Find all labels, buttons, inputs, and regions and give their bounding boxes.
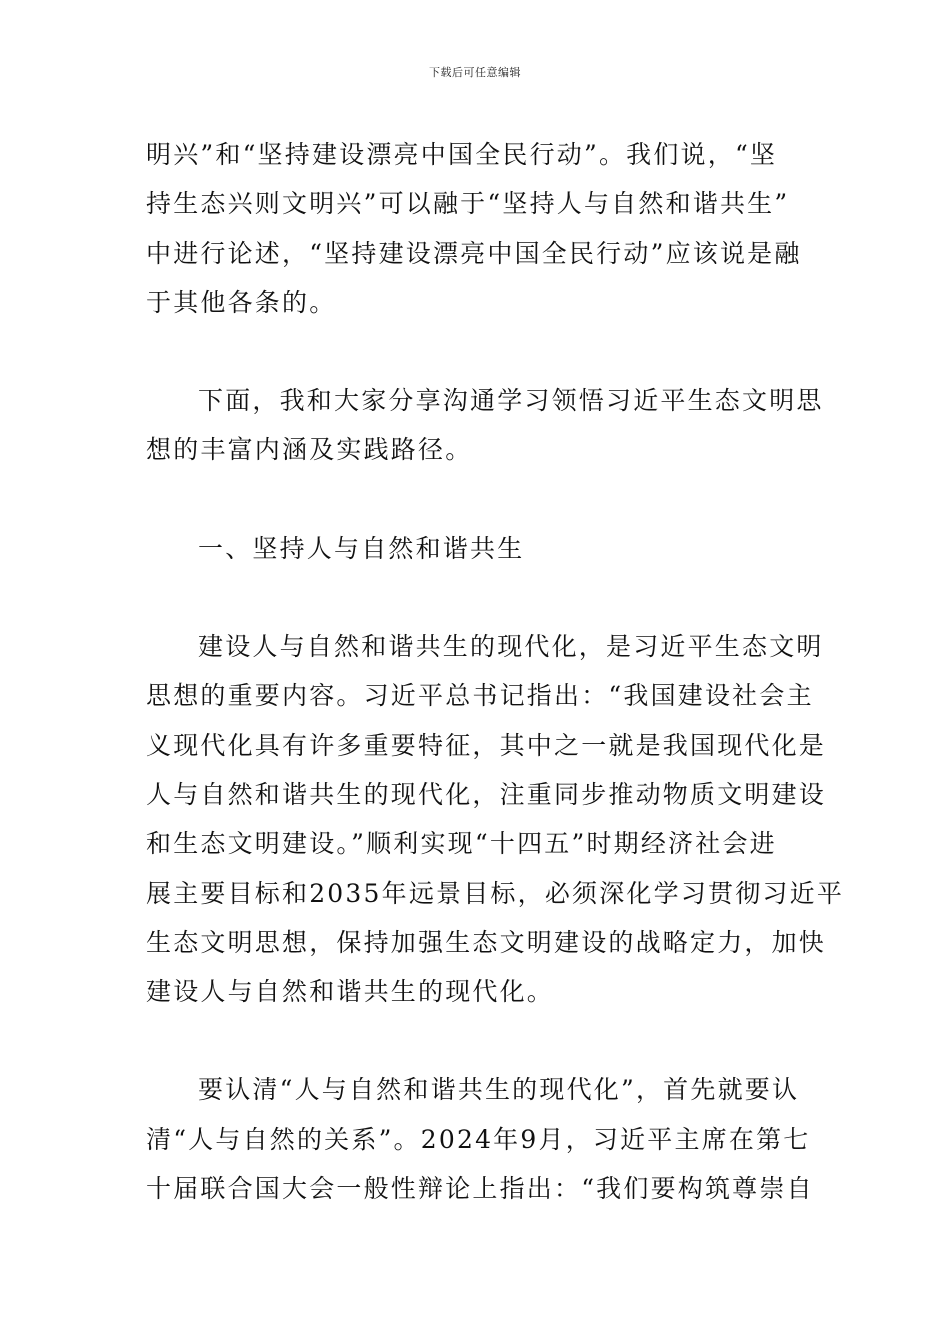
text-line: 中进行论述，“坚持建设漂亮中国全民行动”应该说是融 xyxy=(146,238,802,268)
document-body xyxy=(146,130,845,1262)
paragraph-1 xyxy=(146,130,808,327)
text-line: 想的丰富内涵及实践路径。 xyxy=(146,435,473,465)
text-line: 建设人与自然和谐共生的现代化，是习近平生态文明 xyxy=(198,632,824,662)
heading-text: 一、坚持人与自然和谐共生 xyxy=(198,533,525,563)
text-line: 清“人与自然的关系”。2024年9月，习近平主席在第七 xyxy=(146,1124,811,1154)
text-line: 和生态文明建设。”顺利实现“十四五”时期经济社会进 xyxy=(146,829,777,859)
text-line: 思想的重要内容。习近平总书记指出：“我国建设社会主 xyxy=(146,681,814,711)
text-line: 于其他各条的。 xyxy=(146,287,337,317)
paragraph-2 xyxy=(146,376,824,475)
text-line: 人与自然和谐共生的现代化，注重同步推动物质文明建设 xyxy=(146,779,827,809)
paragraph-4 xyxy=(146,1065,814,1213)
section-heading xyxy=(146,524,808,573)
text-line: 展主要目标和2035年远景目标，必须深化学习贯彻习近平 xyxy=(146,878,845,908)
text-line: 义现代化具有许多重要特征，其中之一就是我国现代化是 xyxy=(146,730,827,760)
text-line: 持生态兴则文明兴”可以融于“坚持人与自然和谐共生” xyxy=(146,189,790,219)
page-header: 下载后可任意编辑 xyxy=(429,66,521,79)
text-line: 下面，我和大家分享沟通学习领悟习近平生态文明思 xyxy=(198,386,824,416)
text-line: 明兴”和“坚持建设漂亮中国全民行动”。我们说，“坚 xyxy=(146,140,778,169)
paragraph-3 xyxy=(146,622,845,1016)
text-line: 建设人与自然和谐共生的现代化。 xyxy=(146,977,555,1007)
text-line: 十届联合国大会一般性辩论上指出：“我们要构筑尊崇自 xyxy=(146,1174,814,1204)
text-line: 生态文明思想，保持加强生态文明建设的战略定力，加快 xyxy=(146,927,827,957)
text-line: 要认清“人与自然和谐共生的现代化”，首先就要认 xyxy=(198,1075,800,1105)
